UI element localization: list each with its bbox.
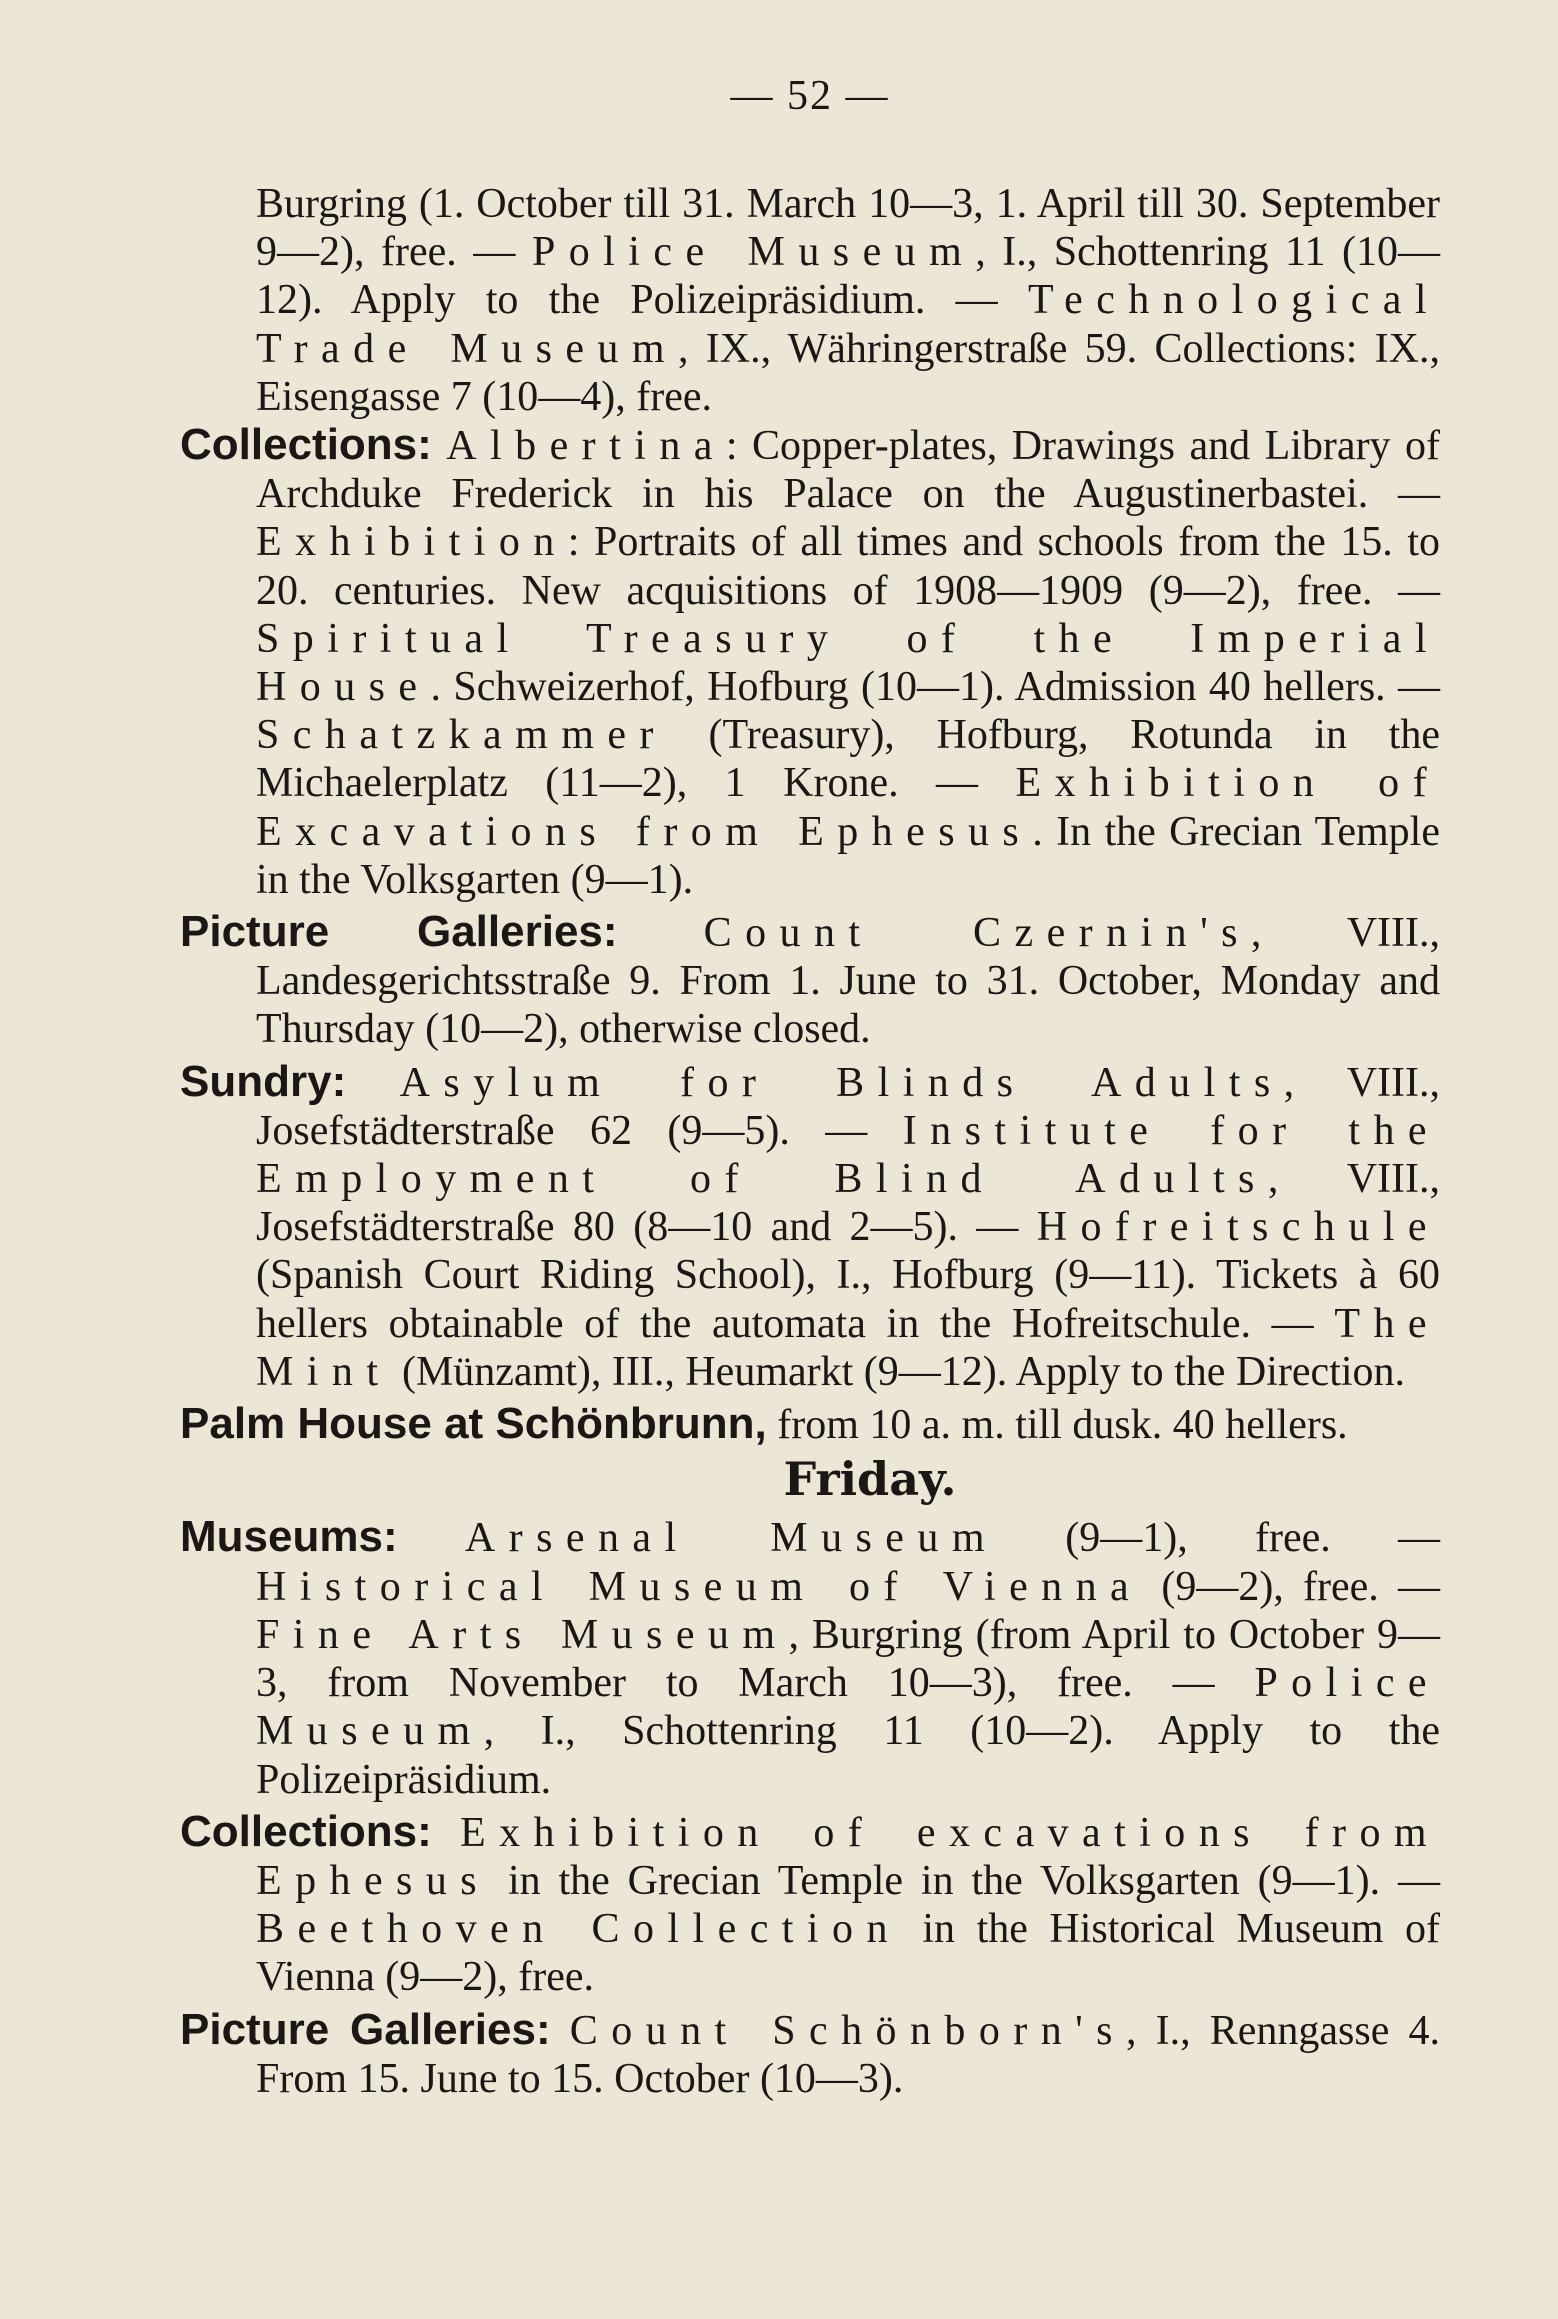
spaced-term: Exhibition [256,519,568,566]
spaced-term: Spiritual Treasury of the Imperial House [256,615,1440,711]
spaced-term: Exhibition of excavations from Ephesus [256,1809,1440,1904]
spaced-term: Institute for the Employment of Blind Adults [256,1107,1440,1203]
thursday-section [180,180,1440,1449]
paragraph [180,180,1440,421]
text-run: , I., Schottenring 11 (10—2). Apply to the Polizeipräsidium. [256,1708,1440,1803]
text-run: (9—2), free. — [1142,1563,1440,1610]
paragraph [180,421,1440,904]
text-run: , IX., Währingerstraße 59. Collections: IX., Eisengasse 7 (10—4), free. [256,325,1441,420]
paragraph [180,1058,1440,1396]
friday-section [180,1513,1440,2102]
text-run: , VIII., Landesgerichtsstraße 9. From 1. June to 31. October, Monday and Thursday (10—2), otherwise closed. [256,910,1441,1053]
text-run: , I., Renngasse 4. From 15. June to 15. October (10—3). [256,2007,1441,2102]
text-run: , VIII., Josefstädterstraße 62 (9—5). — [256,1059,1440,1154]
spaced-term: Technological Trade Museum [256,277,1440,372]
day-heading: Friday. [783,1452,957,1507]
text-run: : Portraits of all times and schools from the 15. to 20. centuries. New acquisitions of 1908—1909 (9—2), free. — [256,519,1440,614]
section-heading: Picture Galleries: [180,907,618,957]
section-heading: Picture Galleries: [180,2004,551,2054]
spaced-term: Asylum for Blinds Adults [399,1059,1284,1106]
paragraph [180,1513,1440,1803]
text-run: in the Historical Museum of Vienna (9—2), free. [256,1906,1440,2001]
spaced-term: Beethoven Collection [256,1906,901,1953]
paragraph [180,1400,1440,1449]
text-run: (9—1), free. — [997,1515,1441,1562]
spaced-term: Police Museum [531,229,976,276]
spaced-term: The Mint [256,1300,1440,1395]
spaced-term: Historical Museum of Vienna [256,1563,1143,1610]
section-heading: Palm House at Schönbrunn, [180,1399,767,1449]
text-run: , VIII., Josefstädterstraße 80 (8—10 and 2—5). — [256,1156,1441,1251]
text-run: (Münzamt), III., Heumarkt (9—12). Apply to the Direction. [391,1348,1406,1395]
text-run: (Spanish Court Riding School), I., Hofburg (9—11). Tickets à 60 hellers obtainable of the automata in the Hofreitschule. — [256,1252,1440,1347]
section-heading: Museums: [180,1512,398,1562]
spaced-term: Schatzkammer [256,712,667,759]
text-run: Burgring (1. October till 31. March 10—3, 1. April till 30. September 9—2), free. — [256,181,1440,276]
paragraph [180,2006,1440,2103]
paragraph [180,1808,1440,2002]
page-number: — 52 — [730,73,890,119]
spaced-term: Arsenal Museum [464,1515,998,1562]
text-run: from 10 a. m. till dusk. 40 hellers. [777,1402,1348,1449]
text-run: . In the Grecian Temple in the Volksgarten (9—1). [256,808,1440,903]
section-heading: Collections: [180,1806,432,1856]
spaced-term: Albertina [446,423,726,470]
text-run: , I., Schottenring 11 (10—12). Apply to the Polizeipräsidium. — [256,229,1440,324]
text-run: . Schweizerhof, Hofburg (10—1). Admission 40 hellers. — [430,664,1440,711]
section-heading: Sundry: [180,1056,347,1106]
text-run: in the Grecian Temple in the Volksgarten (9—1). — [490,1857,1440,1904]
text-run: : Copper-plates, Drawings and Library of Archduke Frederick in his Palace on the Augustinerbastei. — [256,423,1441,518]
page-text [180,180,1440,2107]
paragraph [180,908,1440,1054]
spaced-term: Hofreitschule [1036,1204,1440,1251]
spaced-term: Count Czernin's [703,910,1251,957]
spaced-term: Exhibition of Excavations from Ephesus [256,760,1440,855]
section-heading: Collections: [180,420,432,470]
spaced-term: Police Museum [256,1660,1440,1755]
spaced-term: Count Schönborn's [569,2007,1126,2054]
text-run: , Burgring (from April to October 9—3, from November to March 10—3), free. — [256,1611,1440,1707]
text-run: (Treasury), Hofburg, Rotunda in the Michaelerplatz (11—2), 1 Krone. — [256,712,1440,807]
spaced-term: Fine Arts Museum [256,1611,789,1658]
